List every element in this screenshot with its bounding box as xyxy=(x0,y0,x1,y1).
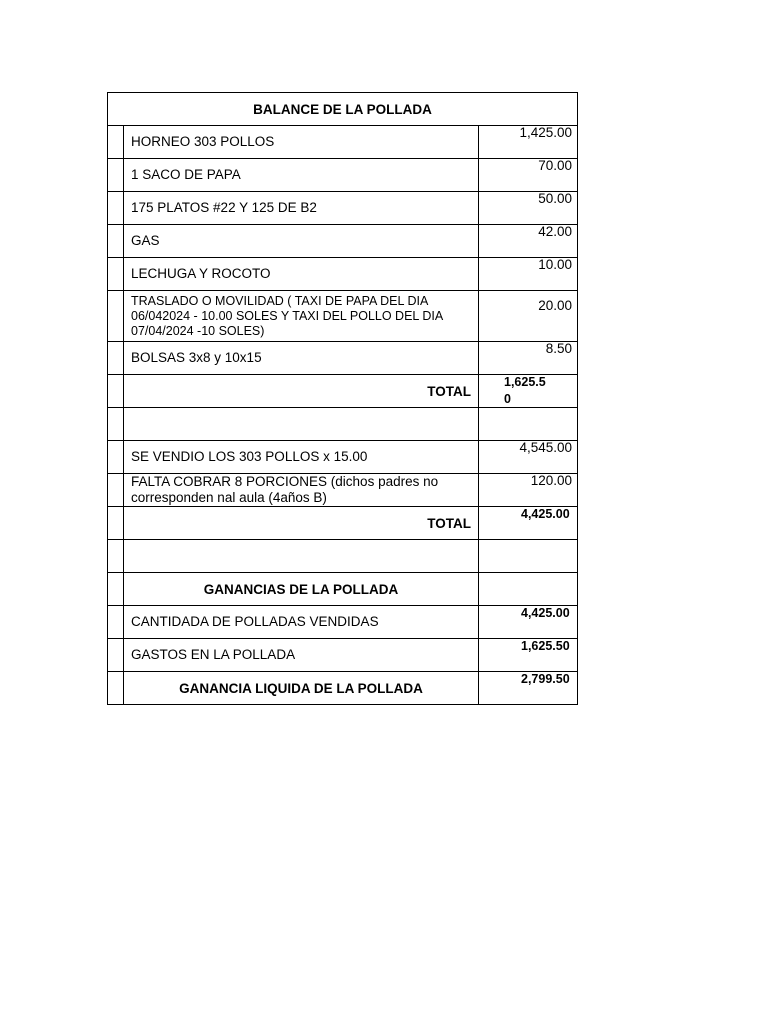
expense-desc: TRASLADO O MOVILIDAD ( TAXI DE PAPA DEL DIA 06/042024 - 10.00 SOLES Y TAXI DEL POLLO DEL DIA 07/04/2024 -10 SOLES) xyxy=(124,291,479,342)
table-row xyxy=(108,672,578,705)
table-row xyxy=(108,441,578,474)
table-row xyxy=(108,258,578,291)
expense-desc: 175 PLATOS #22 Y 125 DE B2 xyxy=(124,192,479,225)
table-row xyxy=(108,474,578,507)
expense-amount: 1,425.00 xyxy=(519,125,573,140)
income-desc: FALTA COBRAR 8 PORCIONES (dichos padres no corresponden nal aula (4años B) xyxy=(124,474,479,507)
table-row xyxy=(108,192,578,225)
table-row xyxy=(108,639,578,672)
expense-amount: 20.00 xyxy=(538,298,573,313)
income-desc: SE VENDIO LOS 303 POLLOS x 15.00 xyxy=(124,441,479,474)
expense-desc: LECHUGA Y ROCOTO xyxy=(124,258,479,291)
income-total-amount: 4,425.00 xyxy=(521,507,570,521)
income-amount: 120.00 xyxy=(530,473,573,488)
balance-table xyxy=(107,92,578,705)
summary-desc: CANTIDADA DE POLLADAS VENDIDAS xyxy=(124,606,479,639)
expense-desc: BOLSAS 3x8 y 10x15 xyxy=(124,342,479,375)
summary-amount: 1,625.50 xyxy=(521,639,570,653)
table-row xyxy=(108,573,578,606)
table-row xyxy=(108,342,578,375)
expense-amount: 10.00 xyxy=(538,257,573,272)
income-amount: 4,545.00 xyxy=(519,440,573,455)
expense-amount: 70.00 xyxy=(538,158,573,173)
profit-title: GANANCIAS DE LA POLLADA xyxy=(124,573,479,606)
net-profit-amount: 2,799.50 xyxy=(521,672,570,686)
expense-desc: HORNEO 303 POLLOS xyxy=(124,126,479,159)
expenses-total-amount: 1,625.50 xyxy=(504,375,546,406)
summary-amount: 4,425.00 xyxy=(521,606,570,620)
summary-desc: GASTOS EN LA POLLADA xyxy=(124,639,479,672)
expense-desc: 1 SACO DE PAPA xyxy=(124,159,479,192)
table-row xyxy=(108,225,578,258)
table-row xyxy=(108,291,578,342)
table-title: BALANCE DE LA POLLADA xyxy=(108,93,578,126)
expense-amount: 50.00 xyxy=(538,191,573,206)
table-row xyxy=(108,507,578,540)
net-profit-label: GANANCIA LIQUIDA DE LA POLLADA xyxy=(124,672,479,705)
expenses-total-label: TOTAL xyxy=(124,375,479,408)
table-row xyxy=(108,375,578,408)
empty-row xyxy=(108,540,578,573)
expense-desc: GAS xyxy=(124,225,479,258)
expense-amount: 8.50 xyxy=(545,341,573,356)
table-row xyxy=(108,126,578,159)
table-row xyxy=(108,159,578,192)
empty-row xyxy=(108,408,578,441)
income-total-label: TOTAL xyxy=(124,507,479,540)
expense-amount: 42.00 xyxy=(538,224,573,239)
table-row xyxy=(108,606,578,639)
